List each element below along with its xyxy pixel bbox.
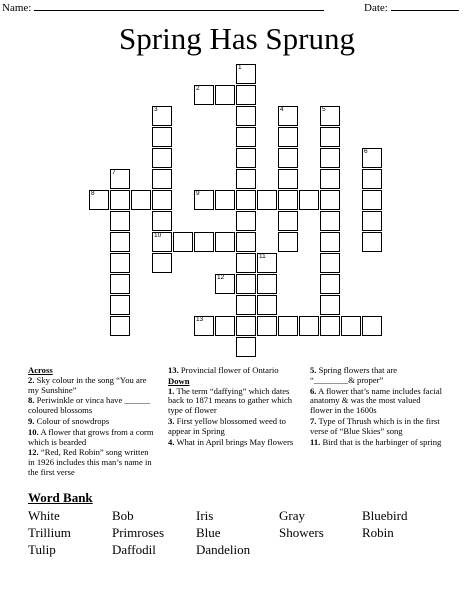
word-bank-item: Daffodil bbox=[112, 542, 156, 557]
clue-number: 2 bbox=[196, 85, 200, 92]
grid-cell[interactable] bbox=[152, 232, 172, 252]
grid-cell[interactable] bbox=[152, 253, 172, 273]
clue-across-13: 13. Provincial flower of Ontario bbox=[168, 365, 279, 375]
word-bank-item: Gray bbox=[279, 508, 305, 523]
clue-down-6: 6. A flower that’s name includes facial anatomy & was the most valued flower in the 1600s bbox=[310, 385, 442, 416]
grid-cell[interactable] bbox=[215, 190, 235, 210]
word-bank-item: Showers bbox=[279, 525, 324, 540]
clue-number: 10 bbox=[154, 232, 162, 239]
grid-cell[interactable] bbox=[110, 253, 130, 273]
clue-down-11: 11. Bird that is the harbinger of spring bbox=[310, 436, 442, 447]
grid-cell[interactable] bbox=[236, 85, 256, 105]
grid-cell[interactable] bbox=[236, 232, 256, 252]
grid-cell[interactable] bbox=[236, 253, 256, 273]
word-bank-heading: Word Bank bbox=[28, 490, 93, 505]
grid-cell[interactable] bbox=[152, 190, 172, 210]
grid-cell[interactable] bbox=[194, 190, 214, 210]
grid-cell[interactable] bbox=[152, 127, 172, 147]
grid-cell[interactable] bbox=[194, 232, 214, 252]
grid-cell[interactable] bbox=[278, 232, 298, 252]
grid-cell[interactable] bbox=[152, 148, 172, 168]
grid-cell[interactable] bbox=[152, 211, 172, 231]
clue-across-9: 9. Colour of snowdrops bbox=[28, 415, 110, 426]
across-heading: Across bbox=[28, 365, 53, 375]
grid-cell[interactable] bbox=[215, 232, 235, 252]
word-bank-item: Tulip bbox=[28, 542, 56, 557]
clue-across-2: 2. Sky colour in the song “You are my Sunshine” bbox=[28, 374, 147, 395]
grid-cell[interactable] bbox=[110, 316, 130, 336]
clue-down-4: 4. What in April brings May flowers bbox=[168, 436, 294, 447]
clue-number: 12 bbox=[217, 274, 225, 281]
grid-cell[interactable] bbox=[194, 85, 214, 105]
grid-cell[interactable] bbox=[278, 106, 298, 126]
clue-number: 7 bbox=[112, 169, 116, 176]
clue-number: 8 bbox=[91, 190, 95, 197]
grid-cell[interactable] bbox=[236, 211, 256, 231]
grid-cell[interactable] bbox=[278, 127, 298, 147]
grid-cell[interactable] bbox=[110, 190, 130, 210]
grid-cell[interactable] bbox=[152, 106, 172, 126]
grid-cell[interactable] bbox=[278, 316, 298, 336]
name-label: Name: bbox=[2, 2, 32, 14]
grid-cell[interactable] bbox=[152, 169, 172, 189]
grid-cell[interactable] bbox=[236, 148, 256, 168]
right-clues bbox=[310, 366, 444, 448]
grid-cell[interactable] bbox=[320, 295, 340, 315]
word-bank-item: Dandelion bbox=[196, 542, 251, 557]
clue-number: 3 bbox=[154, 106, 158, 113]
grid-cell[interactable] bbox=[320, 169, 340, 189]
grid-cell[interactable] bbox=[320, 211, 340, 231]
clue-down-1: 1. The term “daffying” which dates back to 1871 means to gather which type of flower bbox=[168, 385, 293, 416]
clue-number: 5 bbox=[322, 106, 326, 113]
clue-number: 13 bbox=[196, 316, 204, 323]
grid-cell[interactable] bbox=[362, 169, 382, 189]
grid-cell[interactable] bbox=[236, 169, 256, 189]
word-bank-item: Blue bbox=[196, 525, 221, 540]
grid-cell[interactable] bbox=[320, 316, 340, 336]
grid-cell[interactable] bbox=[236, 190, 256, 210]
grid-cell[interactable] bbox=[278, 190, 298, 210]
clue-across-12: 12. “Red, Red Robin” song written in 1926 includes this man’s name in the first verse bbox=[28, 447, 152, 477]
grid-cell[interactable] bbox=[257, 190, 277, 210]
date-label: Date: bbox=[364, 2, 388, 14]
grid-cell[interactable] bbox=[131, 190, 151, 210]
grid-cell[interactable] bbox=[215, 274, 235, 294]
grid-cell[interactable] bbox=[320, 190, 340, 210]
grid-cell[interactable] bbox=[236, 295, 256, 315]
clue-across-8: 8. Periwinkle or vinca have ______ coloured blossoms bbox=[28, 395, 151, 416]
grid-cell[interactable] bbox=[320, 148, 340, 168]
word-bank-item: Robin bbox=[362, 525, 394, 540]
grid-cell[interactable] bbox=[110, 274, 130, 294]
grid-cell[interactable] bbox=[89, 190, 109, 210]
clue-number: 6 bbox=[364, 148, 368, 155]
word-bank-item: Trillium bbox=[28, 525, 71, 540]
grid-cell[interactable] bbox=[215, 85, 235, 105]
word-bank-item: White bbox=[28, 508, 60, 523]
grid-cell[interactable] bbox=[362, 190, 382, 210]
clue-number: 9 bbox=[196, 190, 200, 197]
grid-cell[interactable] bbox=[257, 316, 277, 336]
grid-cell[interactable] bbox=[362, 232, 382, 252]
grid-cell[interactable] bbox=[320, 127, 340, 147]
grid-cell[interactable] bbox=[236, 337, 256, 357]
word-bank-item: Bob bbox=[112, 508, 134, 523]
clue-down-7: 7. Type of Thrush which is in the first verse of “Blue Skies” song bbox=[310, 415, 440, 436]
grid-cell[interactable] bbox=[341, 316, 361, 336]
grid-cell[interactable] bbox=[236, 106, 256, 126]
grid-cell[interactable] bbox=[278, 169, 298, 189]
grid-cell[interactable] bbox=[215, 316, 235, 336]
grid-cell[interactable] bbox=[110, 295, 130, 315]
grid-cell[interactable] bbox=[278, 148, 298, 168]
middle-clues bbox=[168, 366, 304, 448]
clue-number: 4 bbox=[280, 106, 284, 113]
grid-cell[interactable] bbox=[110, 169, 130, 189]
word-bank-item: Primroses bbox=[112, 525, 164, 540]
grid-cell[interactable] bbox=[320, 274, 340, 294]
clue-down-5: 5. Spring flowers that are “________& proper” bbox=[310, 365, 398, 385]
word-bank-item: Iris bbox=[196, 508, 214, 523]
grid-cell[interactable] bbox=[257, 274, 277, 294]
grid-cell[interactable] bbox=[278, 211, 298, 231]
grid-cell[interactable] bbox=[362, 211, 382, 231]
grid-cell[interactable] bbox=[236, 274, 256, 294]
word-bank-item: Bluebird bbox=[362, 508, 408, 523]
grid-cell[interactable] bbox=[362, 316, 382, 336]
grid-cell[interactable] bbox=[236, 64, 256, 84]
page-title: Spring Has Sprung bbox=[119, 21, 355, 56]
grid-cell[interactable] bbox=[110, 232, 130, 252]
grid-cell[interactable] bbox=[257, 253, 277, 273]
grid-cell[interactable] bbox=[173, 232, 193, 252]
grid-cell[interactable] bbox=[236, 127, 256, 147]
grid-cell[interactable] bbox=[320, 106, 340, 126]
down-heading: Down bbox=[168, 375, 190, 386]
clue-number: 1 bbox=[238, 64, 242, 71]
grid-cell[interactable] bbox=[299, 190, 319, 210]
across-clues bbox=[28, 366, 156, 479]
grid-cell[interactable] bbox=[236, 316, 256, 336]
grid-cell[interactable] bbox=[257, 295, 277, 315]
clue-across-10: 10. A flower that grows from a corm which is bearded bbox=[28, 426, 154, 447]
clue-down-3: 3. First yellow blossomed weed to appear in Spring bbox=[168, 415, 286, 436]
grid-cell[interactable] bbox=[299, 316, 319, 336]
grid-cell[interactable] bbox=[320, 232, 340, 252]
grid-cell[interactable] bbox=[110, 211, 130, 231]
grid-cell[interactable] bbox=[362, 148, 382, 168]
grid-cell[interactable] bbox=[194, 316, 214, 336]
grid-cell[interactable] bbox=[320, 253, 340, 273]
clue-number: 11 bbox=[259, 253, 266, 260]
